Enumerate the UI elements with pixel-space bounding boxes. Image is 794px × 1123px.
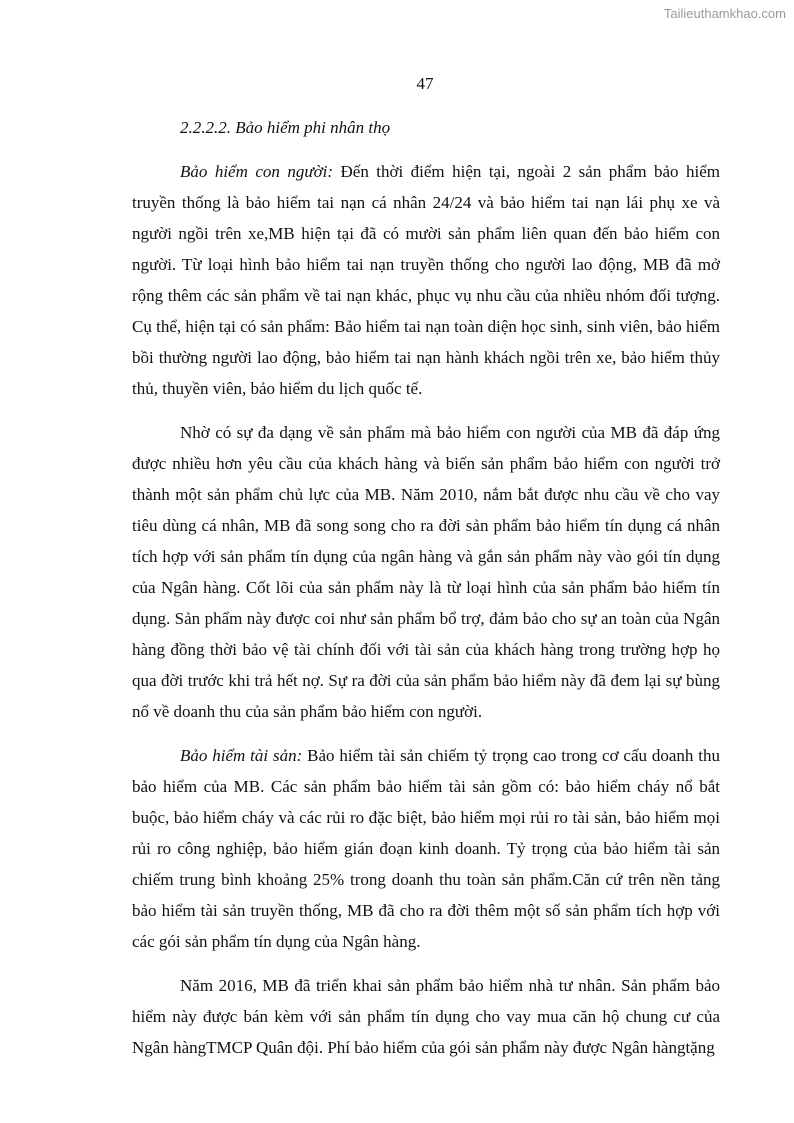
section-heading: 2.2.2.2. Bảo hiểm phi nhân thọ — [180, 118, 391, 137]
paragraph-diversity — [132, 417, 720, 727]
document-body — [132, 112, 720, 1076]
paragraph-human-insurance — [132, 156, 720, 404]
paragraph-text: Bảo hiểm tài sản chiếm tỷ trọng cao trong cơ cấu doanh thu bảo hiểm của MB. Các sản phẩm bảo hiểm tài sản gồm có: bảo hiểm cháy nổ bắt buộc, bảo hiểm cháy và các rủi ro đặc biệt, bảo hiểm mọi rủi ro tài sản, bảo hiểm mọi rủi ro công nghiệp, bảo hiểm gián đoạn kinh doanh. Tỷ trọng của bảo hiểm tài sản chiếm trung bình khoảng 25% trong doanh thu toàn sản phẩm.Căn cứ trên nền tảng bảo hiểm tài sản truyền thống, MB đã cho ra đời thêm một số sản phẩm tích hợp với các gói sản phẩm tín dụng của Ngân hàng. — [132, 746, 721, 951]
paragraph-2016 — [132, 970, 720, 1063]
paragraph-text: Nhờ có sự đa dạng về sản phẩm mà bảo hiểm con người của MB đã đáp ứng được nhiều hơn yêu cầu của khách hàng và biến sản phẩm bảo hiểm con người trở thành một sản phẩm chủ lực của MB. Năm 2010, nắm bắt được nhu cầu về cho vay tiêu dùng cá nhân, MB đã song song cho ra đời sản phẩm bảo hiểm tín dụng cá nhân tích hợp với sản phẩm tín dụng của ngân hàng và gắn sản phẩm này vào gói tín dụng của Ngân hàng. Cốt lõi của sản phẩm này là từ loại hình của sản phẩm bảo hiểm tín dụng. Sản phẩm này được coi như sản phẩm bổ trợ, đảm bảo cho sự an toàn của Ngân hàng đồng thời bảo vệ tài chính đối với tài sản của khách hàng trong trường hợp họ qua đời trước khi trả hết nợ. Sự ra đời của sản phẩm bảo hiểm này đã đem lại sự bùng nổ về doanh thu của sản phẩm bảo hiểm con người. — [132, 423, 720, 721]
watermark: Tailieuthamkhao.com — [663, 6, 786, 21]
paragraph-lead: Bảo hiểm tài sản: — [180, 746, 303, 765]
paragraph-text: Đến thời điểm hiện tại, ngoài 2 sản phẩm bảo hiểm truyền thống là bảo hiểm tai nạn cá nhân 24/24 và bảo hiểm tai nạn lái phụ xe và người ngồi trên xe,MB hiện tại đã có mười sản phẩm liên quan đến bảo hiểm con người. Từ loại hình bảo hiểm tai nạn truyền thống cho người lao động, MB đã mở rộng thêm các sản phẩm về tai nạn khác, phục vụ nhu cầu của nhiều nhóm đối tượng. Cụ thể, hiện tại có sản phẩm: Bảo hiểm tai nạn toàn diện học sinh, sinh viên, bảo hiểm bồi thường người lao động, bảo hiểm tai nạn hành khách ngồi trên xe, bảo hiểm thủy thủ, thuyền viên, bảo hiểm du lịch quốc tế. — [132, 162, 720, 398]
paragraph-text: Năm 2016, MB đã triển khai sản phẩm bảo hiểm nhà tư nhân. Sản phẩm bảo hiểm này được bán kèm với sản phẩm tín dụng cho vay mua căn hộ chung cư của Ngân hàngTMCP Quân đội. Phí bảo hiểm của gói sản phẩm này được Ngân hàngtặng — [132, 976, 720, 1057]
paragraph-lead: Bảo hiểm con người: — [180, 162, 334, 181]
paragraph-property-insurance — [132, 740, 720, 957]
page-number: 47 — [416, 74, 434, 93]
